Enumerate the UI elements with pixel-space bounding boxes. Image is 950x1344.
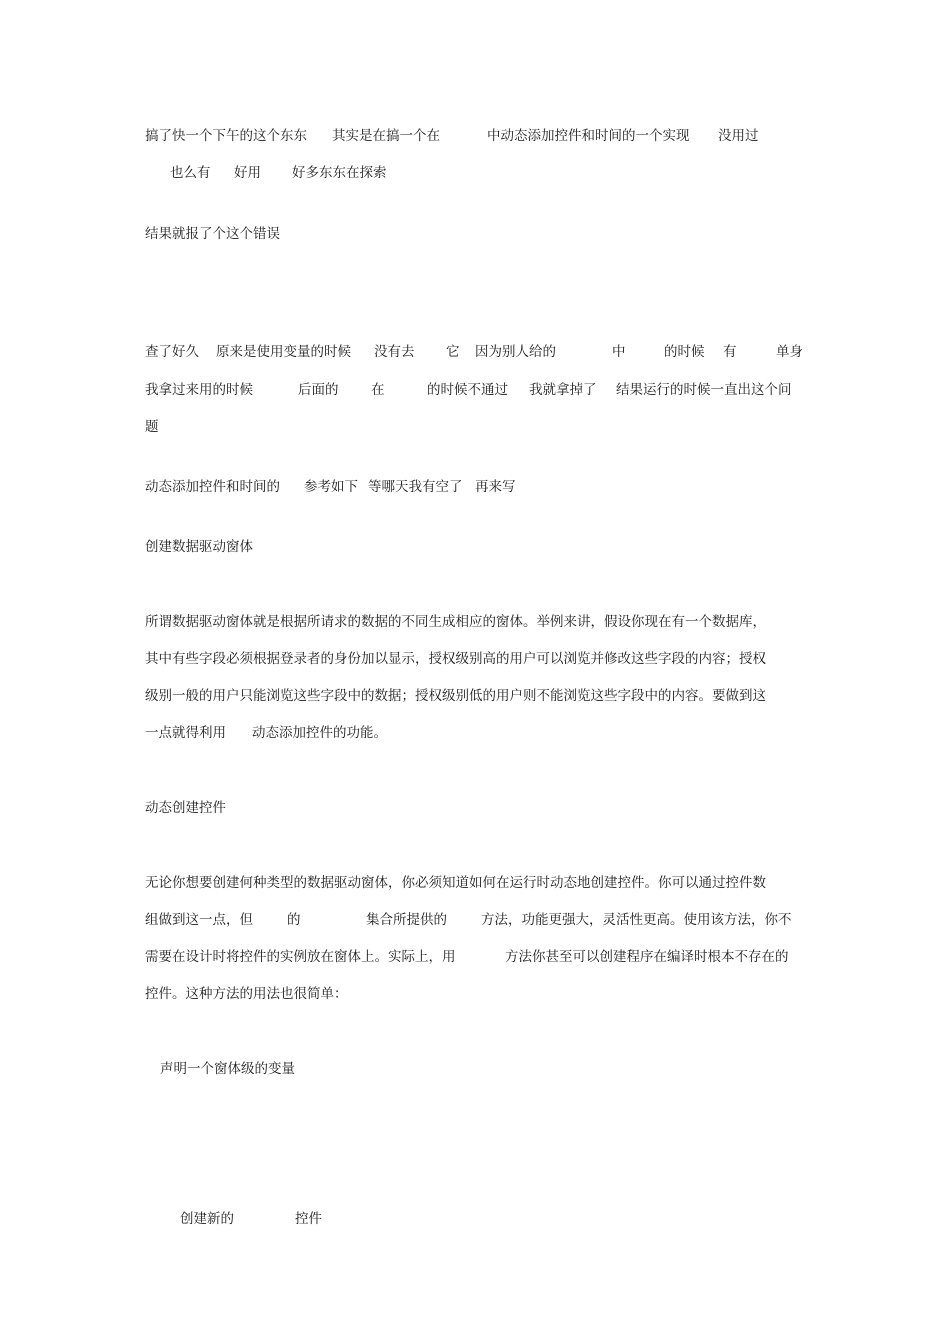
reference-text: 再来写 <box>475 479 516 495</box>
search-text: 查了好久 <box>145 344 199 360</box>
reference-text: 动态添加控件和时间的 <box>145 479 280 495</box>
search-text: 原来是使用变量的时候 <box>216 344 351 360</box>
intro-text: 也么有 <box>170 165 211 181</box>
para-text: 方法，功能更强大，灵活性更高。使用该方法，你不 <box>481 912 792 928</box>
search-text: 因为别人给的 <box>475 344 556 360</box>
para-text: 动态添加控件的功能。 <box>252 725 387 741</box>
para-text: 需要在设计时将控件的实例放在窗体上。实际上，用 <box>145 949 456 965</box>
error-text: 结果就报了个这个错误 <box>145 226 280 242</box>
para-text: 组做到这一点，但 <box>145 912 253 928</box>
search-text: 我就拿掉了 <box>529 382 597 398</box>
search-text: 单身 <box>776 344 803 360</box>
para-text: 级别一般的用户只能浏览这些字段中的数据；授权级别低的用户则不能浏览这些字段中的内容。要做到这 <box>145 688 766 704</box>
search-text: 中 <box>612 344 626 360</box>
para-text: 其中有些字段必须根据登录者的身份加以显示，授权级别高的用户可以浏览并修改这些字段的内容；授权 <box>145 651 766 667</box>
step-text: 声明一个窗体级的变量 <box>160 1061 295 1077</box>
reference-text: 等哪天我有空了 <box>368 479 463 495</box>
search-text: 我拿过来用的时候 <box>145 382 253 398</box>
intro-text: 好多东东在探索 <box>292 165 387 181</box>
reference-text: 参考如下 <box>304 479 358 495</box>
search-text: 在 <box>371 382 385 398</box>
para-text: 一点就得利用 <box>145 725 226 741</box>
intro-text: 中动态添加控件和时间的一个实现 <box>487 128 690 144</box>
search-text: 结果运行的时候一直出这个问 <box>616 382 792 398</box>
para-text: 集合所提供的 <box>366 912 447 928</box>
heading-text: 动态创建控件 <box>145 800 226 816</box>
search-text: 题 <box>145 419 159 435</box>
search-text: 它 <box>446 344 460 360</box>
intro-text: 好用 <box>234 165 261 181</box>
para-text: 的 <box>287 912 301 928</box>
heading-text: 创建数据驱动窗体 <box>145 539 253 555</box>
step-text: 创建新的 <box>180 1211 234 1227</box>
search-text: 有 <box>723 344 737 360</box>
para-text: 所谓数据驱动窗体就是根据所请求的数据的不同生成相应的窗体。举例来讲，假设你现在有一个数据库， <box>145 614 766 630</box>
para-text: 控件。这种方法的用法也很简单： <box>145 986 348 1002</box>
search-text: 没有去 <box>374 344 415 360</box>
search-text: 后面的 <box>298 382 339 398</box>
intro-text: 其实是在搞一个在 <box>332 128 440 144</box>
step-text: 控件 <box>295 1211 322 1227</box>
para-text: 无论你想要创建何种类型的数据驱动窗体，你必须知道如何在运行时动态地创建控件。你可以通过控件数 <box>145 875 766 891</box>
para-text: 方法你甚至可以创建程序在编译时根本不存在的 <box>505 949 789 965</box>
intro-text: 没用过 <box>718 128 759 144</box>
search-text: 的时候 <box>664 344 705 360</box>
search-text: 的时候不通过 <box>427 382 508 398</box>
intro-text: 搞了快一个下午的这个东东 <box>145 128 307 144</box>
